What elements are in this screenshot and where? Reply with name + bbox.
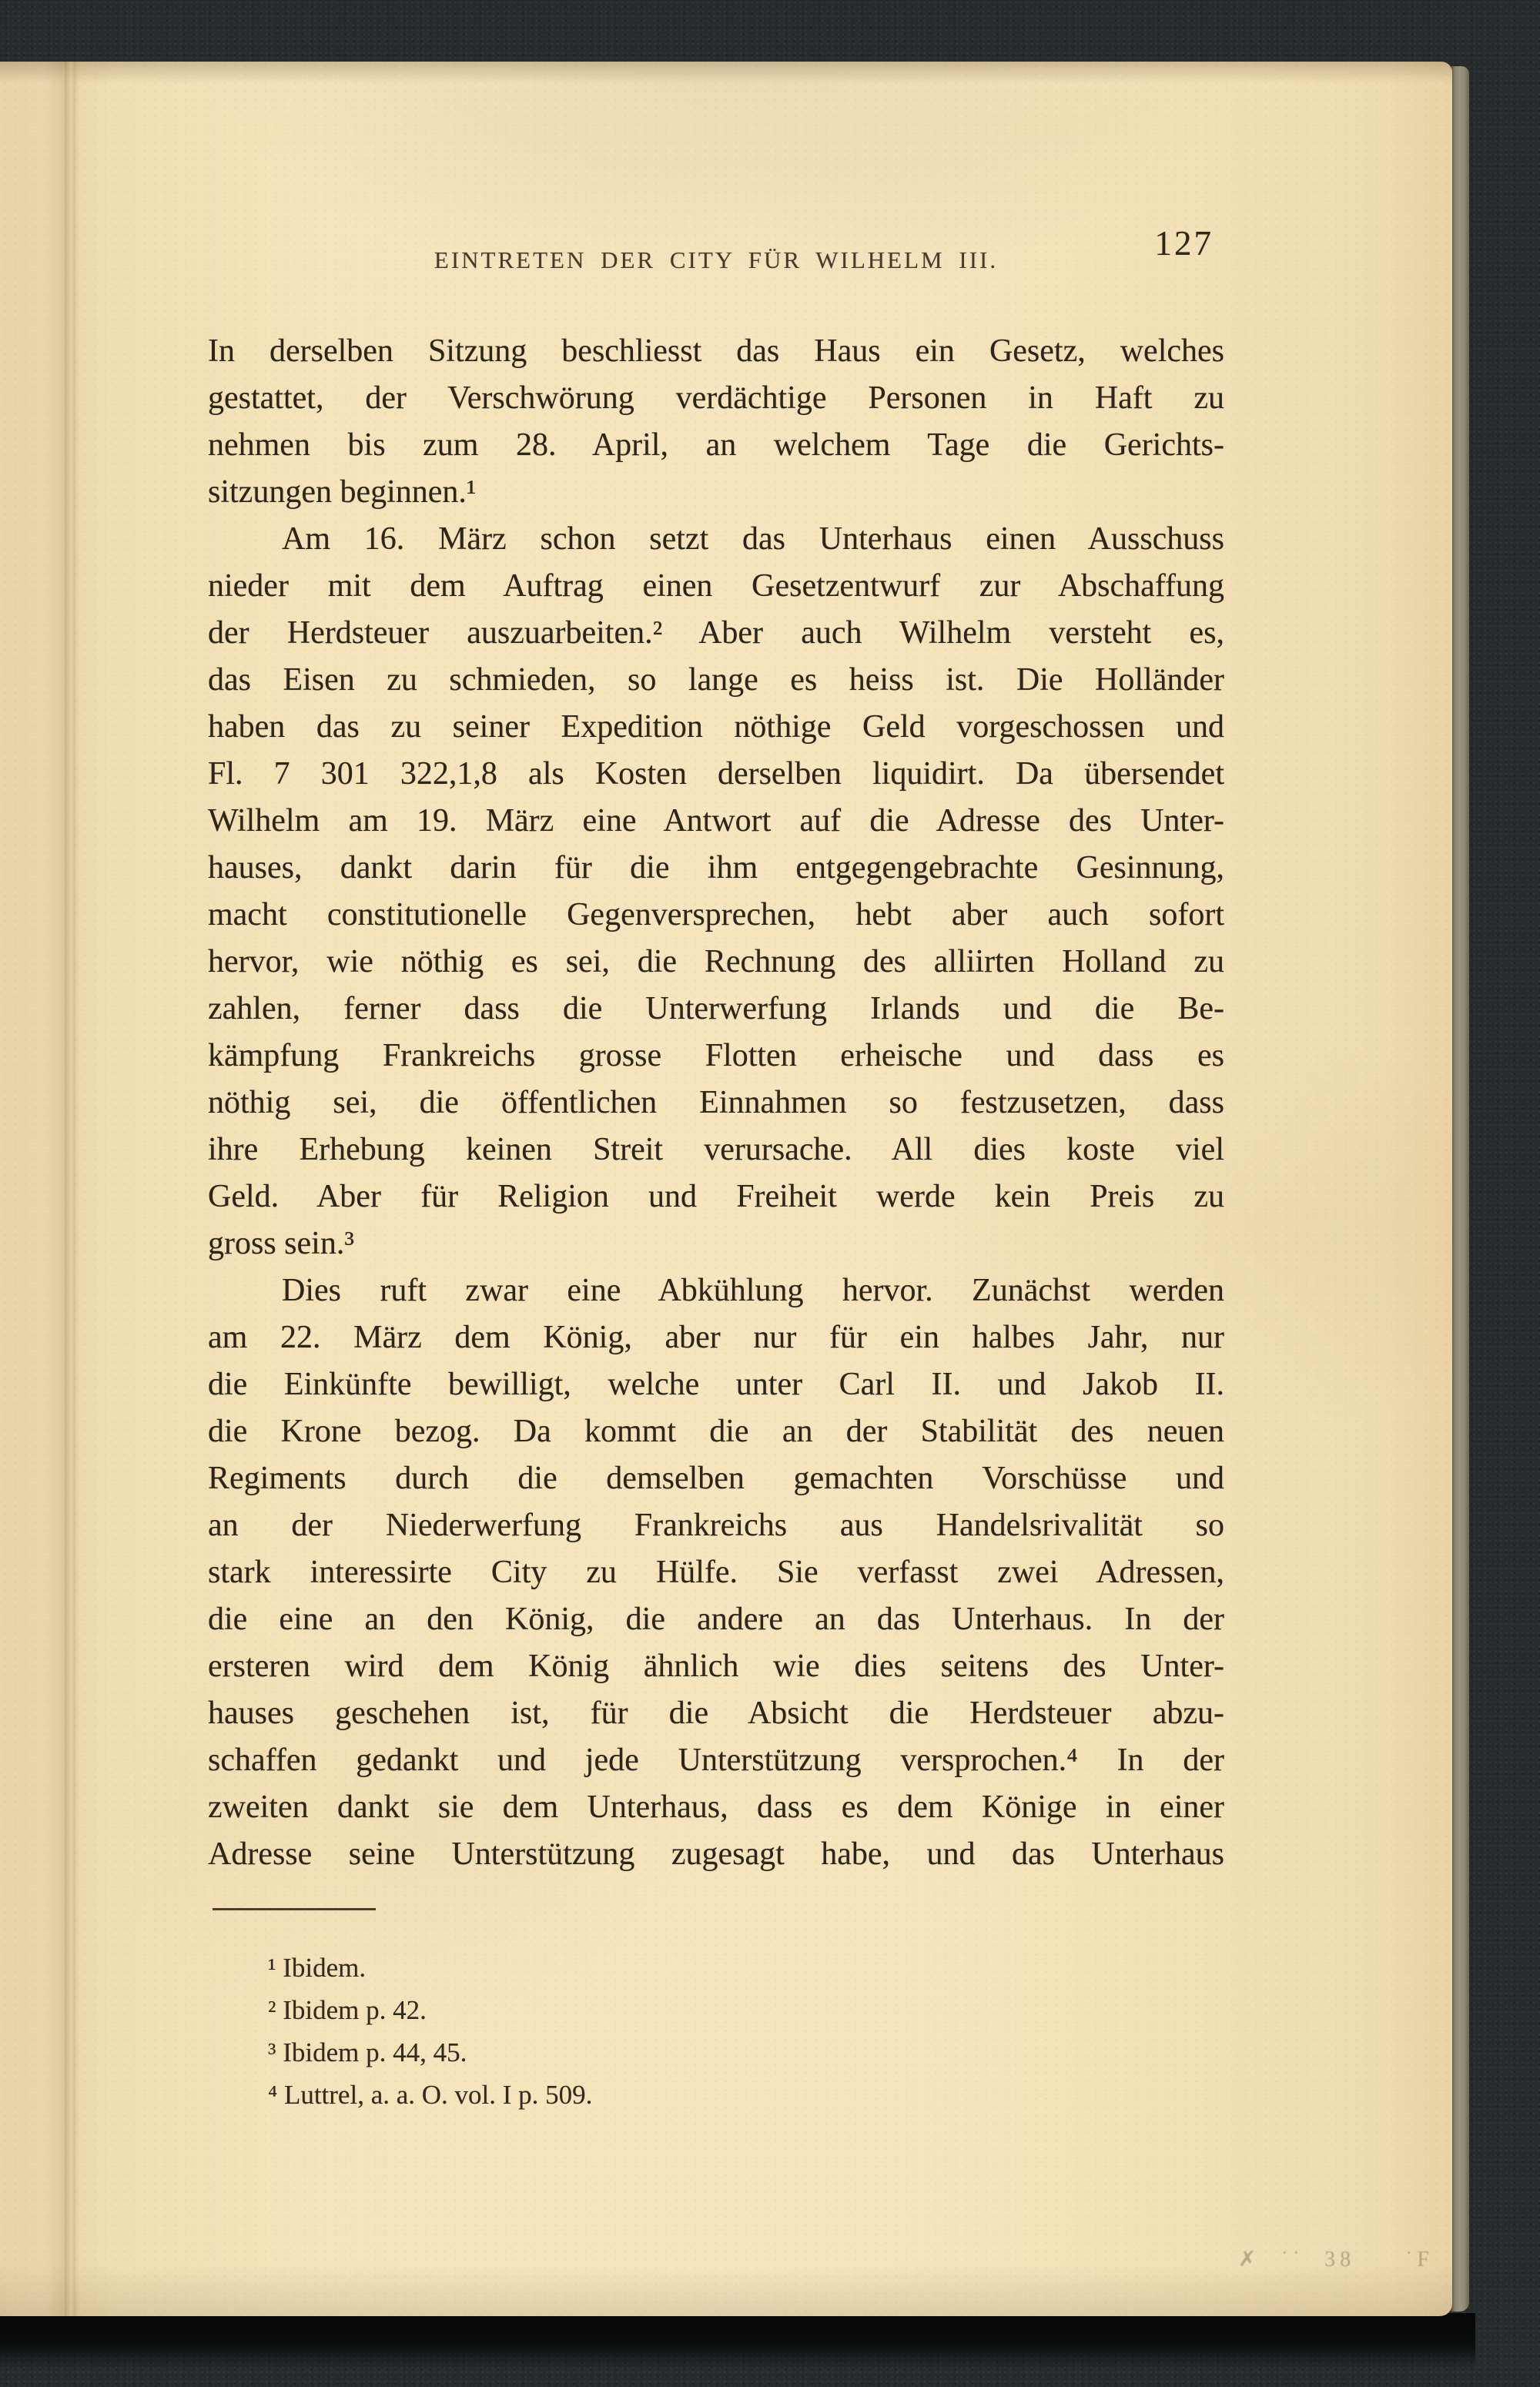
body-line: sitzungen beginnen.¹: [208, 474, 477, 510]
body-line: stark interessirte City zu Hülfe. Sie verfasst zwei Adressen,: [208, 1555, 1224, 1590]
body-line: macht constitutionelle Gegenversprechen, hebt aber auch sofort: [208, 897, 1224, 932]
page-number: 127: [1154, 224, 1214, 263]
gutter-fold: [65, 62, 75, 2316]
body-line: nieder mit dem Auftrag einen Gesetzentwurf zur Abschaffung: [208, 568, 1224, 604]
page-header-row: [208, 224, 1224, 285]
body-line: Wilhelm am 19. März eine Antwort auf die Adresse des Unter-: [208, 803, 1224, 839]
body-line: der Herdsteuer auszuarbeiten.² Aber auch Wilhelm versteht es,: [208, 615, 1224, 651]
body-line: die Einkünfte bewilligt, welche unter Carl II. und Jakob II.: [208, 1367, 1224, 1402]
body-line: hervor, wie nöthig es sei, die Rechnung des alliirten Holland zu: [208, 944, 1224, 979]
footnote-separator: [213, 1908, 376, 1910]
body-line: kämpfung Frankreichs grosse Flotten erheische und dass es: [208, 1038, 1224, 1073]
body-line: In derselben Sitzung beschliesst das Haus ein Gesetz, welches: [208, 333, 1224, 369]
body-line: nehmen bis zum 28. April, an welchem Tage die Gerichts-: [208, 427, 1224, 463]
body-text: [208, 328, 1224, 1878]
body-line: zweiten dankt sie dem Unterhaus, dass es dem Könige in einer: [208, 1789, 1224, 1825]
footnote-line: ⁴ Luttrel, a. a. O. vol. I p. 509.: [268, 2080, 593, 2110]
body-line: haben das zu seiner Expedition nöthige Geld vorgeschossen und: [208, 709, 1224, 745]
footnote-line: ¹ Ibidem.: [268, 1953, 367, 1983]
body-line: ersteren wird dem König ähnlich wie dies seitens des Unter-: [208, 1649, 1224, 1684]
body-line: Regiments durch die demselben gemachten Vorschüsse und: [208, 1461, 1224, 1496]
body-line: ihre Erhebung keinen Streit verursache. All dies koste viel: [208, 1132, 1224, 1167]
body-line: Fl. 7 301 322,1,8 als Kosten derselben liquidirt. Da übersendet: [208, 756, 1224, 792]
body-line: schaffen gedankt und jede Unterstützung versprochen.⁴ In der: [208, 1743, 1224, 1778]
body-line: Geld. Aber für Religion und Freiheit werde kein Preis zu: [208, 1179, 1224, 1214]
body-line: hauses geschehen ist, für die Absicht die Herdsteuer abzu-: [208, 1696, 1224, 1731]
body-line: Am 16. März schon setzt das Unterhaus einen Ausschuss: [282, 521, 1224, 557]
body-line: Dies ruft zwar eine Abkühlung hervor. Zunächst werden: [282, 1273, 1224, 1308]
book-page: [0, 62, 1452, 2316]
body-line: gestattet, der Verschwörung verdächtige Personen in Haft zu: [208, 380, 1224, 416]
body-line: gross sein.³: [208, 1226, 354, 1261]
pencil-marks: ✗ ˙˙ 38 ˙F: [1238, 2248, 1435, 2272]
footnotes: [268, 1947, 1192, 2116]
page-edge-stack: [1451, 66, 1469, 2312]
body-line: am 22. März dem König, aber nur für ein halbes Jahr, nur: [208, 1320, 1224, 1355]
body-line: die eine an den König, die andere an das Unterhaus. In der: [208, 1602, 1224, 1637]
footnote-line: ² Ibidem p. 42.: [268, 1995, 427, 2025]
footnote-line: ³ Ibidem p. 44, 45.: [268, 2037, 467, 2067]
body-line: hauses, dankt darin für die ihm entgegengebrachte Gesinnung,: [208, 850, 1224, 886]
body-line: Adresse seine Unterstützung zugesagt habe, und das Unterhaus: [208, 1836, 1224, 1872]
running-header: EINTRETEN DER CITY FÜR WILHELM III.: [434, 246, 999, 273]
page-bottom-shadow: [0, 2313, 1475, 2370]
body-line: die Krone bezog. Da kommt die an der Stabilität des neuen: [208, 1414, 1224, 1449]
body-line: zahlen, ferner dass die Unterwerfung Irlands und die Be-: [208, 991, 1224, 1026]
body-line: nöthig sei, die öffentlichen Einnahmen so festzusetzen, dass: [208, 1085, 1224, 1120]
body-line: das Eisen zu schmieden, so lange es heiss ist. Die Holländer: [208, 662, 1224, 698]
body-line: an der Niederwerfung Frankreichs aus Handelsrivalität so: [208, 1508, 1224, 1543]
